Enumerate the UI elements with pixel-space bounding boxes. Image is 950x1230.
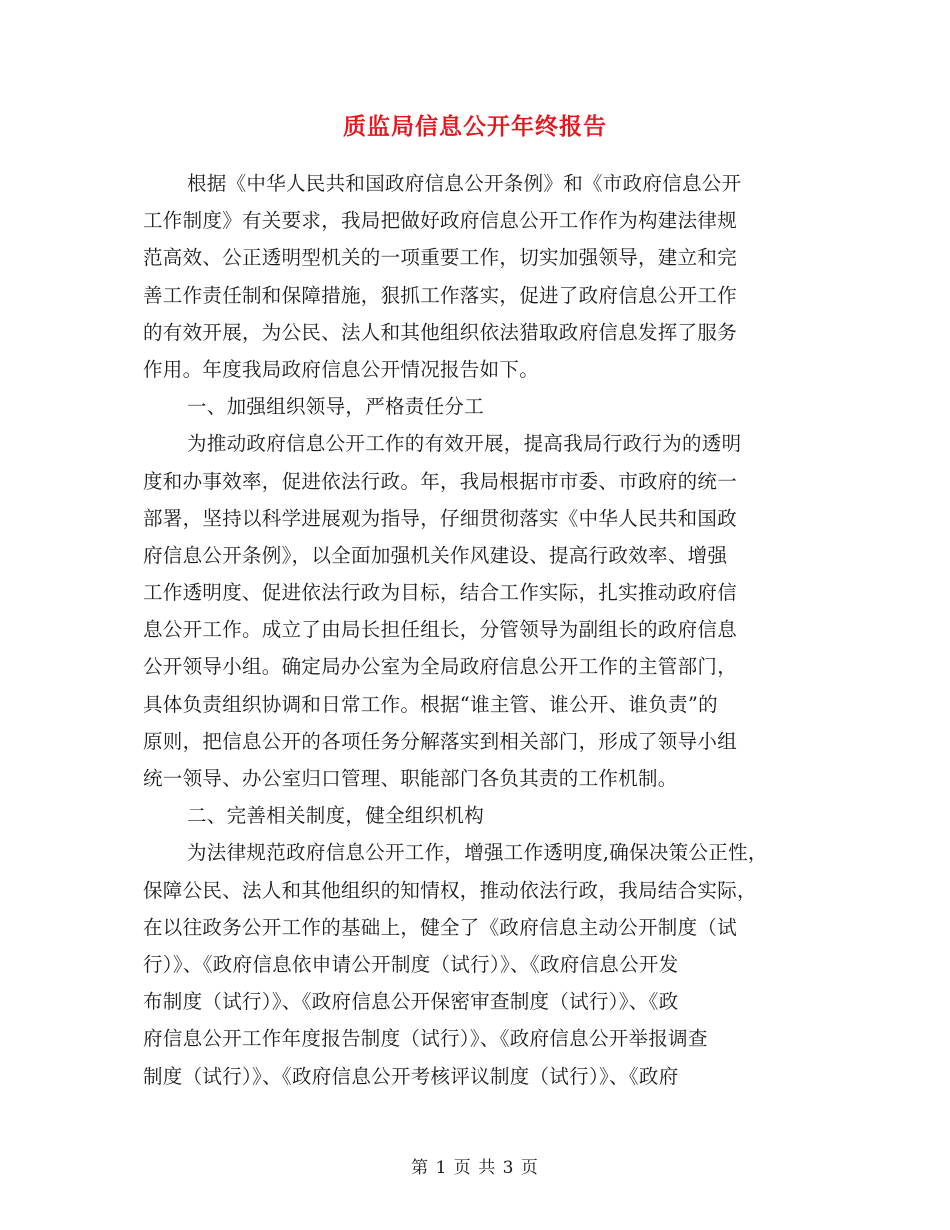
paragraph-line: 在以往政务公开工作的基础上，健全了《政府信息主动公开制度（试 [143, 915, 738, 939]
paragraph-line: 具体负责组织协调和日常工作。根据“谁主管、谁公开、谁负责”的 [143, 692, 718, 716]
paragraph-line: 府信息公开工作年度报告制度（试行）》、《政府信息公开举报调查 [143, 1027, 708, 1051]
paragraph-line: 度和办事效率，促进依法行政。年，我局根据市市委、市政府的统一 [143, 469, 738, 493]
paragraph-line: 善工作责任制和保障措施，狠抓工作落实，促进了政府信息公开工作 [143, 283, 738, 307]
paragraph-line: 府信息公开条例》，以全面加强机关作风建设、提高行政效率、增强 [143, 543, 728, 567]
paragraph-line: 工作制度》有关要求，我局把做好政府信息公开工作作为构建法律规 [143, 209, 738, 233]
paragraph-line: 保障公民、法人和其他组织的知情权，推动依法行政，我局结合实际， [143, 878, 757, 902]
paragraph-line: 范高效、公正透明型机关的一项重要工作，切实加强领导，建立和完 [143, 246, 738, 270]
paragraph-line: 布制度（试行）》、《政府信息公开保密审查制度（试行）》、《政 [143, 990, 679, 1014]
paragraph-line: 根据《中华人民共和国政府信息公开条例》和《市政府信息公开 [187, 172, 742, 195]
paragraph-line: 部署，坚持以科学进展观为指导，仔细贯彻落实《中华人民共和国政 [143, 506, 738, 530]
paragraph-line: 为法律规范政府信息公开工作，增强工作透明度,确保决策公正性， [187, 841, 768, 865]
paragraph-line: 为推动政府信息公开工作的有效开展，提高我局行政行为的透明 [187, 432, 742, 456]
page-footer: 第 1 页 共 3 页 [411, 1158, 539, 1178]
paragraph-line: 制度（试行）》、《政府信息公开考核评议制度（试行）》、《政府 [143, 1064, 679, 1088]
paragraph-line: 统一领导、办公室归口管理、职能部门各负其责的工作机制。 [143, 767, 678, 790]
document-body [143, 165, 823, 1095]
paragraph-line: 工作透明度、促进依法行政为目标，结合工作实际，扎实推动政府信 [143, 581, 738, 605]
paragraph-line: 原则，把信息公开的各项任务分解落实到相关部门，形成了领导小组 [143, 729, 738, 753]
paragraph-line: 公开领导小组。确定局办公室为全局政府信息公开工作的主管部门， [143, 655, 738, 679]
paragraph-line: 息公开工作。成立了由局长担任组长，分管领导为副组长的政府信息 [143, 618, 738, 642]
document-title: 质监局信息公开年终报告 [343, 113, 607, 140]
paragraph-line: 行）》、《政府信息依申请公开制度（试行）》、《政府信息公开发 [143, 952, 679, 976]
paragraph-line: 作用。年度我局政府信息公开情况报告如下。 [143, 357, 540, 381]
section-heading: 二、完善相关制度，健全组织机构 [187, 804, 485, 828]
section-heading: 一、加强组织领导，严格责任分工 [187, 395, 485, 419]
paragraph-line: 的有效开展，为公民、法人和其他组织依法猎取政府信息发挥了服务 [143, 320, 738, 344]
